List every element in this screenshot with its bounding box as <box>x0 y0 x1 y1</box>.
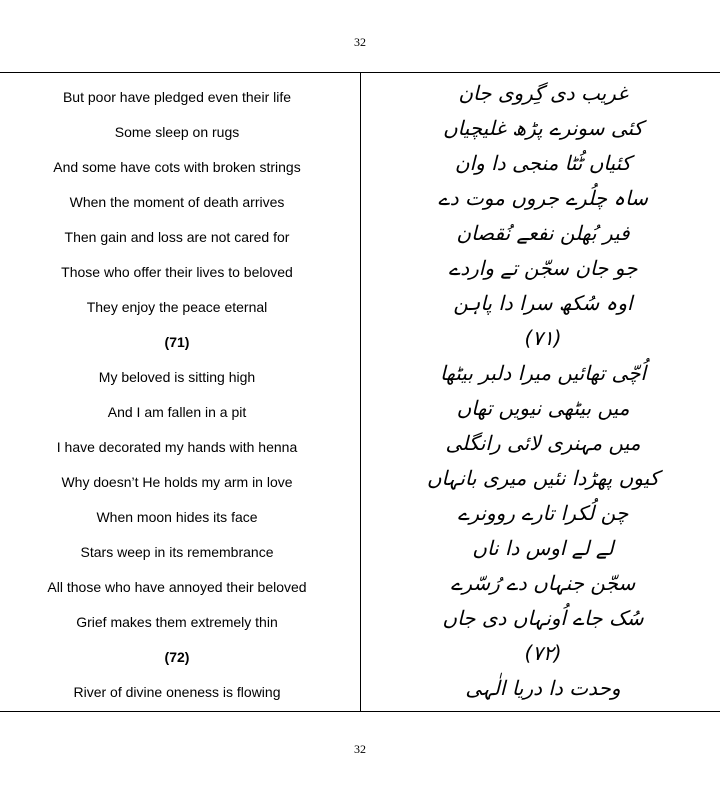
english-line: All those who have annoyed their beloved <box>47 579 307 595</box>
urdu-line: کئی سونرے پڑھ غلیچیاں <box>442 116 644 140</box>
verse-row <box>0 569 720 604</box>
urdu-line: کئیاں ٹُٹا منجی دا وان <box>454 151 632 175</box>
urdu-line: سجّن جنہاں دے رُسّرے <box>450 571 636 595</box>
page-number-top: 32 <box>354 35 366 49</box>
english-line: Stars weep in its remembrance <box>80 544 274 560</box>
urdu-line: میں بیٹھی نیویں تھاں <box>456 396 630 420</box>
urdu-line: فیر بُھلن نفعے نُقصان <box>456 221 630 245</box>
verse-row <box>0 499 720 534</box>
urdu-line: میں مہنری لائی رانگلی <box>445 431 641 455</box>
english-line: Grief makes them extremely thin <box>76 614 278 630</box>
english-line: They enjoy the peace eternal <box>86 299 268 315</box>
verse-heading-row <box>0 324 720 359</box>
verse-row <box>0 604 720 639</box>
verse-row <box>0 184 720 219</box>
page-number-bottom: 32 <box>354 742 366 756</box>
english-verse-number: (72) <box>164 649 190 665</box>
verse-row <box>0 114 720 149</box>
english-line: When moon hides its face <box>96 509 258 525</box>
urdu-line: جو جان سجّن تے واردے <box>448 256 638 280</box>
verse-row <box>0 149 720 184</box>
english-line: Then gain and loss are not cared for <box>64 229 290 245</box>
english-line: But poor have pledged even their life <box>62 89 292 105</box>
verse-row <box>0 254 720 289</box>
verse-row <box>0 219 720 254</box>
english-line: I have decorated my hands with henna <box>56 439 298 455</box>
urdu-verse-number: (۷۱) <box>524 326 562 350</box>
urdu-line: وحدت دا دریا الٰہی <box>465 676 621 700</box>
urdu-line: سُک جاے اُونہاں دی جاں <box>442 606 644 630</box>
verse-row <box>0 394 720 429</box>
urdu-line: لے لے اوس دا ناں <box>472 536 614 560</box>
english-line: And some have cots with broken strings <box>53 159 301 175</box>
verse-row <box>0 534 720 569</box>
verse-row <box>0 359 720 394</box>
verse-row <box>0 464 720 499</box>
verse-row <box>0 674 720 709</box>
urdu-line: اُچّی تھائیں میرا دلبر بیٹھا <box>439 361 647 385</box>
english-line: Those who offer their lives to beloved <box>61 264 293 280</box>
bottom-rule <box>0 711 720 712</box>
urdu-verse-number: (۷۲) <box>524 641 562 665</box>
verse-row <box>0 79 720 114</box>
english-verse-number: (71) <box>164 334 190 350</box>
verse-heading-row <box>0 639 720 674</box>
urdu-line: کیوں پھڑدا نئیں میری بانہاں <box>426 466 660 490</box>
urdu-line: چن لُکرا تارے روونرے <box>457 501 629 525</box>
english-line: Some sleep on rugs <box>114 124 240 140</box>
verse-row <box>0 429 720 464</box>
english-line: And I am fallen in a pit <box>107 404 247 420</box>
english-line: Why doesn’t He holds my arm in love <box>61 474 293 490</box>
english-line: When the moment of death arrives <box>69 194 285 210</box>
verse-table <box>0 79 720 709</box>
urdu-line: اوہ سُکھ سرا دا پاہن <box>453 291 633 315</box>
urdu-line: ساہ چلُرے جروں موت دے <box>438 186 648 210</box>
english-line: River of divine oneness is flowing <box>73 684 281 700</box>
verse-row <box>0 289 720 324</box>
urdu-line: غریب دی گِروی جان <box>458 81 628 105</box>
english-line: My beloved is sitting high <box>98 369 256 385</box>
